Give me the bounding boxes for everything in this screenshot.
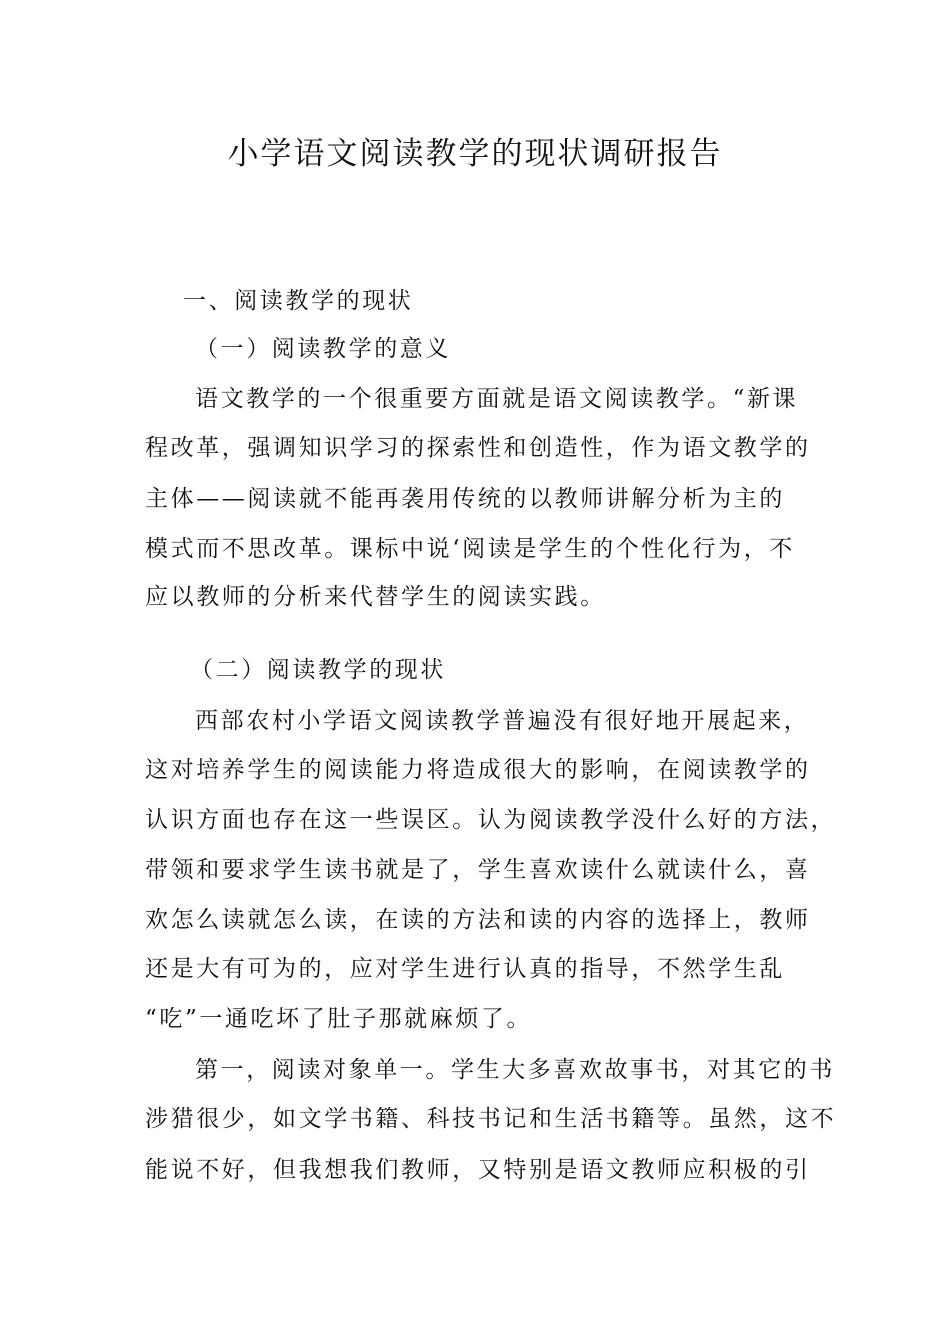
- paragraph-line: 第一，阅读对象单一。学生大多喜欢故事书，对其它的书: [195, 1057, 835, 1083]
- subsection-heading: （二）阅读教学的现状: [190, 657, 446, 683]
- document-title: 小学语文阅读教学的现状调研报告: [227, 136, 723, 172]
- paragraph-line: 欢怎么读就怎么读，在读的方法和读的内容的选择上，教师: [145, 907, 811, 933]
- paragraph-line: 涉猎很少，如文学书籍、科技书记和生活书籍等。虽然，这不: [145, 1106, 837, 1132]
- paragraph-line: 还是大有可为的，应对学生进行认真的指导，不然学生乱: [145, 956, 785, 982]
- paragraph-line: 程改革，强调知识学习的探索性和创造性，作为语文教学的: [145, 435, 811, 461]
- paragraph-line: 西部农村小学语文阅读教学普遍没有很好地开展起来，: [195, 708, 810, 734]
- section-heading: 一、阅读教学的现状: [183, 288, 414, 314]
- paragraph-line: 这对培养学生的阅读能力将造成很大的影响，在阅读教学的: [145, 757, 811, 783]
- paragraph-line: 应以教师的分析来代替学生的阅读实践。: [145, 584, 606, 610]
- paragraph-line: 语文教学的一个很重要方面就是语文阅读教学。“新课: [195, 386, 799, 412]
- paragraph-line: 带领和要求学生读书就是了，学生喜欢读什么就读什么，喜: [145, 857, 811, 883]
- paragraph-line: 能说不好，但我想我们教师，又特别是语文教师应积极的引: [145, 1157, 811, 1183]
- paragraph-line: 认识方面也存在这一些误区。认为阅读教学没什么好的方法，: [145, 807, 837, 833]
- paragraph-line: 主体——阅读就不能再袭用传统的以教师讲解分析为主的: [145, 486, 785, 512]
- paragraph-line: 模式而不思改革。课标中说‘阅读是学生的个性化行为，不: [145, 536, 795, 562]
- paragraph-line: “吃”一通吃坏了肚子那就麻烦了。: [145, 1006, 533, 1032]
- subsection-heading: （一）阅读教学的意义: [195, 336, 451, 362]
